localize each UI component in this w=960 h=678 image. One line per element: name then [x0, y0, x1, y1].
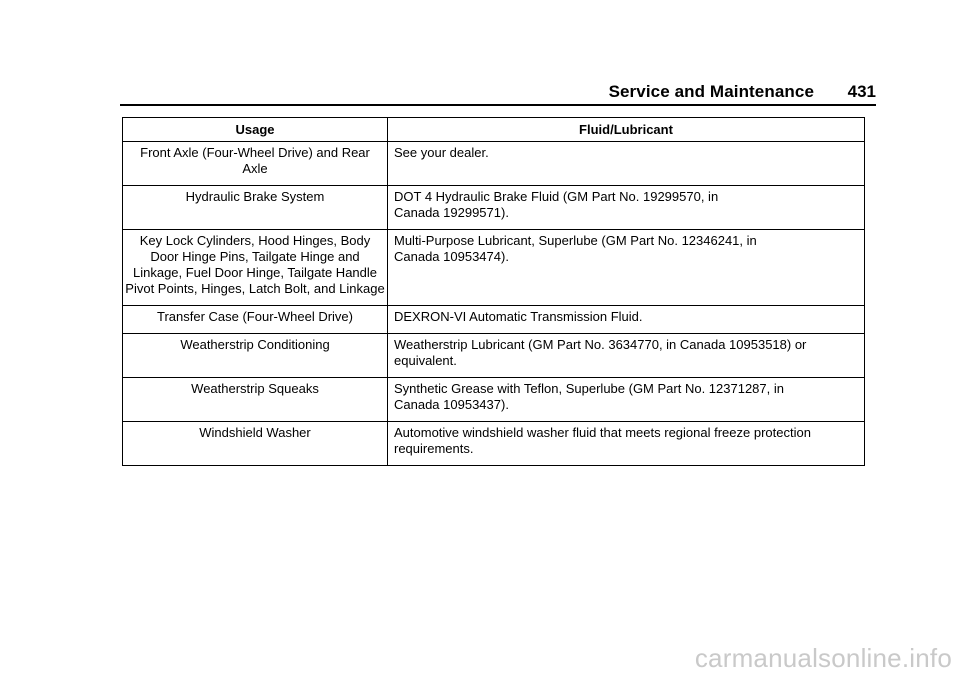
fluid-cell: Weatherstrip Lubricant (GM Part No. 3634770, in Canada 10953518) or equivalent.: [388, 334, 865, 378]
table-row: [123, 306, 865, 334]
usage-cell: Front Axle (Four-Wheel Drive) and Rear Axle: [123, 142, 388, 186]
fluid-cell: See your dealer.: [388, 142, 865, 186]
table-row: [123, 334, 865, 378]
fluid-cell: Automotive windshield washer fluid that meets regional freeze protection requirements.: [388, 422, 865, 466]
fluids-lubricants-table: [122, 117, 865, 466]
table-row: [123, 142, 865, 186]
page-header: [120, 80, 876, 106]
table-row: [123, 230, 865, 306]
fluid-cell: Multi-Purpose Lubricant, Superlube (GM Part No. 12346241, in Canada 10953474).: [388, 230, 865, 306]
column-header-usage: Usage: [123, 118, 388, 142]
page-number: 431: [847, 82, 876, 101]
usage-cell: Hydraulic Brake System: [123, 186, 388, 230]
column-header-fluid: Fluid/Lubricant: [388, 118, 865, 142]
table-row: [123, 378, 865, 422]
watermark-text: carmanualsonline.info: [694, 643, 952, 673]
table-header-row: [123, 118, 865, 142]
table-row: [123, 186, 865, 230]
section-title: Service and Maintenance: [608, 82, 814, 101]
usage-cell: Weatherstrip Squeaks: [123, 378, 388, 422]
table-row: [123, 422, 865, 466]
usage-cell: Transfer Case (Four-Wheel Drive): [123, 306, 388, 334]
usage-cell: Weatherstrip Conditioning: [123, 334, 388, 378]
fluid-cell: DOT 4 Hydraulic Brake Fluid (GM Part No. 19299570, in Canada 19299571).: [388, 186, 865, 230]
fluid-cell: Synthetic Grease with Teflon, Superlube (GM Part No. 12371287, in Canada 10953437).: [388, 378, 865, 422]
fluid-cell: DEXRON-VI Automatic Transmission Fluid.: [388, 306, 865, 334]
usage-cell: Windshield Washer: [123, 422, 388, 466]
usage-cell: Key Lock Cylinders, Hood Hinges, Body Door Hinge Pins, Tailgate Hinge and Linkage, Fuel Door Hinge, Tailgate Handle Pivot Points, Hinges, Latch Bolt, and Linkage: [123, 230, 388, 306]
